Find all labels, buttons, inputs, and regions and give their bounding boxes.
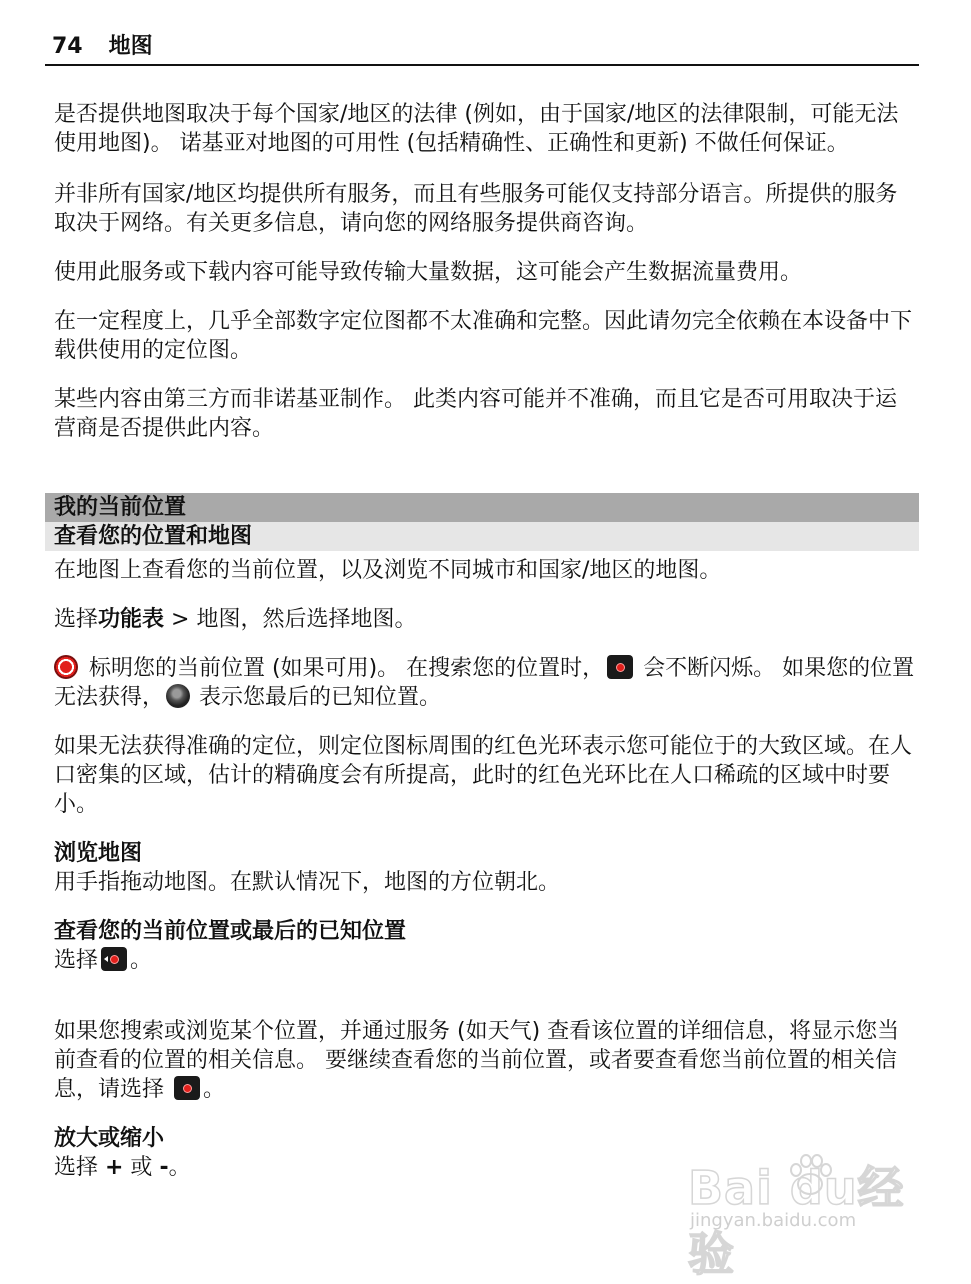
accuracy-paragraph: 如果无法获得准确的定位，则定位图标周围的红色光环表示您可能位于的大致区域。在人口密集的区域，估计的精确度会有所提高，此时的红色光环比在人口稀疏的区域中时要小。	[54, 734, 913, 817]
position-icons-paragraph	[54, 654, 918, 712]
view-suffix: 。	[130, 948, 153, 973]
icons-text-3: 表示您最后的已知位置。	[192, 685, 442, 710]
paragraph-availability: 是否提供地图取决于每个国家/地区的法律 (例如，由于国家/地区的法律限制，可能无法使用地图)。 诺基亚对地图的可用性 (包括精确性、正确性和更新) 不做任何保证。	[54, 102, 899, 156]
menu-label: 功能表	[98, 607, 165, 632]
view-position-heading: 查看您的当前位置或最后的已知位置	[54, 919, 407, 944]
select-prefix: 选择	[54, 607, 99, 632]
current-position-button-icon	[174, 1076, 200, 1100]
browse-heading: 浏览地图	[54, 841, 143, 866]
baidu-watermark	[668, 1140, 918, 1281]
last-known-position-icon	[166, 684, 190, 708]
watermark-logo: Bai du经验	[688, 1161, 905, 1281]
paragraph-accuracy-disclaimer: 在一定程度上，几乎全部数字定位图都不太准确和完整。因此请勿完全依赖在本设备中下载供使用的定位图。	[54, 309, 913, 363]
section-name: 地图	[108, 34, 153, 59]
section-subtitle: 查看您的位置和地图	[54, 524, 253, 549]
select-suffix: > 地图，然后选择地图。	[164, 607, 417, 632]
zoom-minus: -	[159, 1155, 169, 1180]
zoom-plus: +	[105, 1155, 124, 1180]
zoom-suffix: 。	[168, 1155, 191, 1180]
paragraph-third-party: 某些内容由第三方而非诺基亚制作。 此类内容可能并不准确，而且它是否可用取决于运营商是否提供此内容。	[54, 387, 897, 441]
icons-text-2: 会不断闪烁。 如果您的位置无法获得，	[54, 656, 915, 710]
view-position-instruction	[54, 946, 918, 975]
view-prefix: 选择	[54, 948, 99, 973]
intro-paragraphs	[54, 100, 918, 443]
intro-text: 在地图上查看您的当前位置，以及浏览不同城市和国家/地区的地图。	[54, 558, 722, 583]
select-instruction	[54, 605, 918, 634]
page-number: 74	[52, 34, 83, 59]
paw-icon	[784, 1150, 836, 1202]
search-text-a: 如果您搜索或浏览某个位置，并通过服务 (如天气) 查看该位置的详细信息，将显示您当前查看的位置的相关信息。 要继续查看您的当前位置，或者要查看您当前位置的相关信息，请选择	[54, 1019, 900, 1102]
watermark-url: jingyan.baidu.com	[690, 1210, 857, 1231]
section-body	[54, 556, 918, 1182]
current-position-marker-icon	[54, 655, 78, 679]
search-text-b: 。	[203, 1077, 226, 1102]
my-position-icon	[101, 947, 127, 971]
icons-text-1: 标明您的当前位置 (如果可用)。 在搜索您的位置时，	[82, 656, 605, 681]
section-title-band	[45, 493, 919, 522]
zoom-or: 或	[123, 1155, 160, 1180]
page-header	[45, 30, 919, 66]
search-info-paragraph	[54, 1017, 918, 1104]
section-subtitle-band	[45, 522, 919, 551]
browse-text: 用手指拖动地图。在默认情况下，地图的方位朝北。	[54, 870, 561, 895]
section-title: 我的当前位置	[54, 495, 187, 520]
zoom-prefix: 选择	[54, 1155, 105, 1180]
locating-marker-icon	[607, 655, 633, 679]
zoom-heading: 放大或缩小	[54, 1126, 165, 1151]
paragraph-services: 并非所有国家/地区均提供所有服务，而且有些服务可能仅支持部分语言。所提供的服务取决于网络。有关更多信息，请向您的网络服务提供商咨询。	[54, 182, 898, 236]
paragraph-data-cost: 使用此服务或下载内容可能导致传输大量数据，这可能会产生数据流量费用。	[54, 260, 803, 285]
